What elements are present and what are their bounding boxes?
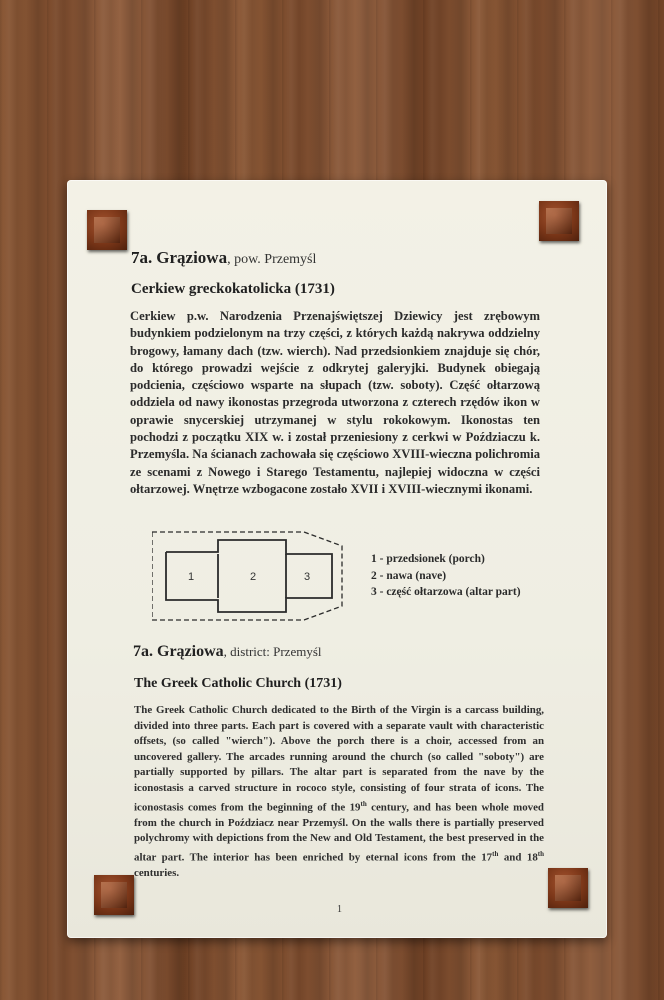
english-sup-1: th — [360, 799, 367, 808]
plan-label-3: 3 — [304, 571, 311, 583]
screw-cap-bottom-right — [548, 868, 588, 908]
polish-title: Cerkiew greckokatolicka (1731) — [131, 281, 335, 297]
english-heading — [133, 643, 322, 661]
screw-cap-bottom-left — [94, 875, 134, 915]
plan-label-2: 2 — [250, 571, 257, 583]
polish-body: Cerkiew p.w. Narodzenia Przenajświętszej Dziewicy jest zrębowym budynkiem podzielonym na trzy części, z których każdą nakrywa oddzielny brogowy, łamany dach (tzw. wierch). Nad przedsionkiem znajduje się chór, do którego prowadzi wejście z odkrytej galeryjki. Budynek obiegają podcienia, częściowo wsparte na słupach (tzw. soboty). Część ołtarzową oddziela od nawy ikonostas przegroda utworzona z czterech rzędów ikon w oprawie snycerskiej utrzymanej w stylu rokokowym. Ikonostas ten pochodzi z początku XIX w. i został przeniesiony z cerkwi w Poździaczu k. Przemyśla. Na ścianach zachowała się częściowo XVIII-wieczna polichromia ze scenami z Nowego i Starego Testamentu, najlepiej widoczna w części ołtarzowej. Wnętrze wzbogacone zostało XVII i XVIII-wiecznymi ikonami. — [130, 309, 540, 496]
legend-item-altar: 3 - część ołtarzowa (altar part) — [371, 586, 521, 598]
screw-cap-top-right — [539, 201, 579, 241]
plan-outer-outline — [152, 532, 342, 620]
polish-number: 7a. — [131, 248, 153, 267]
english-body-part-4: centuries. — [134, 867, 180, 880]
english-body-part-1: The Greek Catholic Church dedicated to the Birth of the Virgin is a carcass building, divided into three parts. Each part is covered with a separate vault with characteristic offsets, (so called "wierch"). Above the porch there is a choir, accessed from an uncovered gallery. The arcades running around the church (so called "soboty") are partially supported by pillars. The altar part is separated from the nave by the iconostasis a carved structure in rococo style, consisting of four strata of icons. The iconostasis comes from the beginning of the 19 — [134, 704, 544, 814]
english-district: , district: Przemyśl — [223, 644, 322, 659]
plan-legend — [371, 551, 521, 601]
page-number: 1 — [337, 904, 342, 915]
legend-item-porch: 1 - przedsionek (porch) — [371, 553, 485, 565]
screw-cap-top-left — [87, 210, 127, 250]
english-body — [134, 703, 544, 882]
church-floor-plan — [152, 530, 347, 622]
english-place: Grąziowa — [157, 643, 224, 660]
plan-label-1: 1 — [188, 571, 195, 583]
english-sup-3: th — [537, 849, 544, 858]
english-sup-2: th — [492, 849, 499, 858]
english-body-part-3: and 18 — [498, 851, 538, 864]
english-title: The Greek Catholic Church (1731) — [134, 676, 342, 691]
english-number: 7a. — [133, 643, 153, 660]
english-body-part-2: century, and has been whole moved from the church in Poździacz near Przemyśl. On the walls there is partially preserved polychromy with depictions from the New and Old Testament, the best preserved in the altar part. The interior has been enriched by eternal icons from the 17 — [134, 801, 544, 864]
info-plaque — [67, 180, 607, 938]
polish-district: , pow. Przemyśl — [227, 252, 317, 267]
polish-place: Grąziowa — [156, 248, 228, 267]
polish-heading — [131, 248, 316, 268]
legend-item-nave: 2 - nawa (nave) — [371, 569, 447, 582]
